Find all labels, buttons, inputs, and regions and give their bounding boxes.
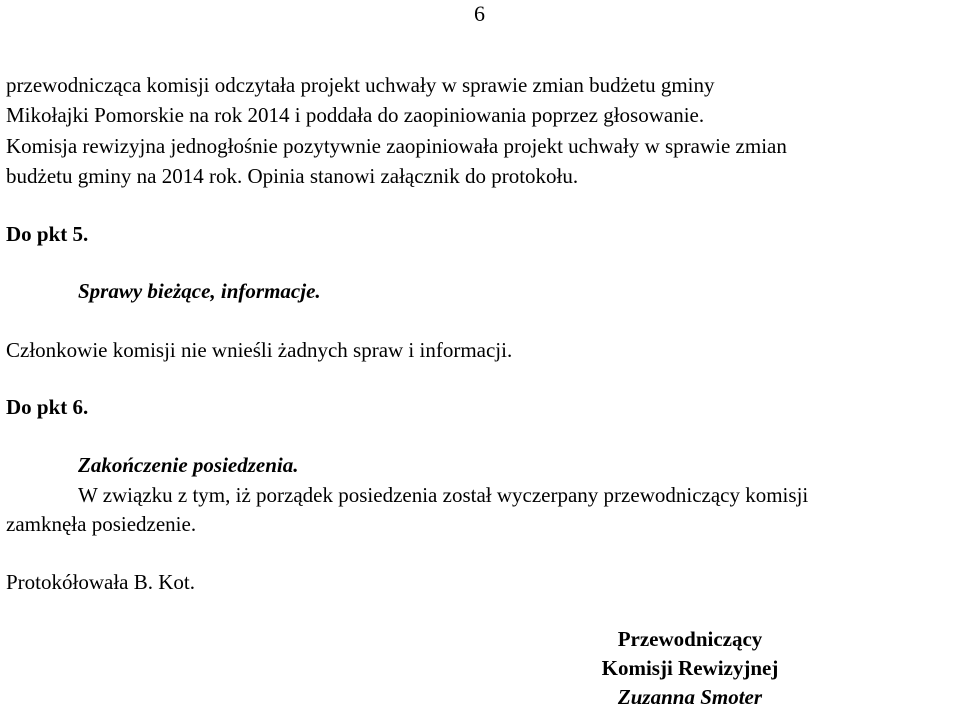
section-6-body-line-1: W związku z tym, iż porządek posiedzenia został wyczerpany przewodniczący komisji: [78, 483, 809, 507]
section-5-body: Członkowie komisji nie wnieśli żadnych spraw i informacji.: [6, 338, 513, 362]
section-6-body-line-2: zamknęła posiedzenie.: [6, 512, 197, 536]
section-6-heading: Do pkt 6.: [6, 395, 89, 419]
signature-name: Zuzanna Smoter: [617, 685, 763, 709]
page-number: 6: [474, 1, 485, 26]
recorder-line: Protokółowała B. Kot.: [6, 570, 195, 594]
section-5-heading: Do pkt 5.: [6, 222, 89, 246]
section-6-title: Zakończenie posiedzenia.: [78, 453, 299, 477]
signature-title-line-1: Przewodniczący: [617, 627, 763, 651]
section-5-title: Sprawy bieżące, informacje.: [78, 279, 321, 303]
paragraph-line: przewodnicząca komisji odczytała projekt uchwały w sprawie zmian budżetu gminy: [6, 73, 715, 97]
paragraph-line: Komisja rewizyjna jednogłośnie pozytywnie zaopiniowała projekt uchwały w sprawie zmian: [6, 134, 787, 158]
paragraph-line: Mikołajki Pomorskie na rok 2014 i poddała do zaopiniowania poprzez głosowanie.: [6, 103, 705, 127]
signature-title-line-2: Komisji Rewizyjnej: [601, 656, 779, 680]
paragraph-line: budżetu gminy na 2014 rok. Opinia stanowi załącznik do protokołu.: [6, 164, 579, 188]
